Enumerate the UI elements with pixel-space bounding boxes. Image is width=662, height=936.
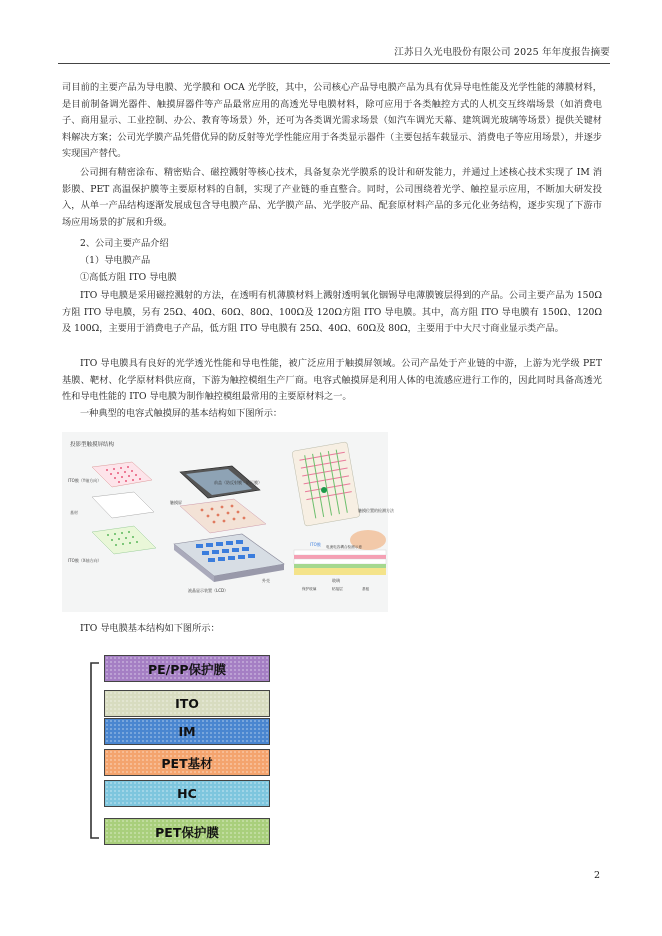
figure-caption-ito-structure: ITO 导电膜基本结构如下图所示：: [80, 623, 220, 634]
label-ito-x: ITO膜（X轴方向）: [68, 558, 102, 563]
paragraph-ito-applications: ITO 导电膜具有良好的光学透光性能和导电性能，被广泛应用于触摸屏领域。公司产品处于产业链的中游，上游为光学级 PET 基膜、靶材、化学原材料供应商，下游为触控模组生产厂商。电容式触摸屏是利用人体的电流感应进行工作的，因此同时具备高透光性和导电性能的 ITO 导电膜为制作触控模组最常用的主要原材料之一。: [62, 358, 602, 403]
subsection-heading-conductive-film: （1）导电膜产品: [80, 255, 151, 266]
paragraph-ito-description: ITO 导电膜是采用磁控溅射的方法，在透明有机薄膜材料上溅射透明氧化铟锡导电薄膜镀层得到的产品。公司主要产品为 150Ω方阻 ITO 导电膜，另有 25Ω、40Ω、60Ω、80Ω、100Ω及 120Ω方阻 ITO 导电膜。其中，高方阻 ITO 导电膜有 150Ω、120Ω及 100Ω，主要用于消费电子产品，低方阻 ITO 导电膜有 25Ω、40Ω、60Ω及 80Ω，主要用于中大尺寸商业显示类产品。: [62, 290, 602, 335]
label-lcd: 液晶显示装置（LCD）: [188, 588, 229, 593]
label-coupling: 电流电容耦合检测示意: [326, 545, 362, 549]
layer-label: ITO: [175, 696, 199, 711]
label-protective-glass: 保护玻璃: [302, 587, 317, 591]
subsubsection-heading-ito-film: ①高低方阻 ITO 导电膜: [80, 272, 177, 283]
layer-brace: [86, 662, 100, 838]
layer-cross-section-illustration: [294, 530, 386, 575]
layer-label: PET保护膜: [155, 824, 219, 840]
ito-y-film-illustration: [92, 462, 152, 487]
touch-panel-detail-illustration: [292, 442, 360, 527]
paragraph-core-technology: 公司拥有精密涂布、精密贴合、磁控溅射等核心技术，具备复杂光学膜系的设计和研发能力，并通过上述核心技术实现了 IM 消影膜、PET 高温保护膜等主要原材料的自制，实现了产业链的垂直整合。同时，公司围绕着光学、触控显示应用，不断加大研发投入，从单一产品结构逐渐发展成包含导电膜产品、光学膜产品、光学胶产品、配套原材料产品的多元化业务结构，逐步实现了下游市场应用场景的扩展和升级。: [62, 167, 602, 228]
lcd-illustration: [174, 534, 284, 582]
report-header: 江苏日久光电股份有限公司 2025 年年度报告摘要: [394, 47, 610, 58]
label-housing: 外壳: [262, 578, 270, 583]
label-ito-y: ITO膜（Y轴方向）: [68, 478, 102, 483]
label-glass: 玻璃: [332, 578, 340, 583]
layer-ito: [104, 690, 270, 717]
layer-im: [104, 718, 270, 745]
touchscreen-structure-figure: [62, 432, 394, 612]
label-touch: 触摸屏: [170, 500, 182, 505]
label-cover: 前盖（防反射膜・防污膜）: [214, 480, 262, 485]
page-number: 2: [593, 870, 600, 881]
header-divider: [58, 63, 610, 64]
layer-pet-protective: [104, 818, 270, 845]
label-detect-method: 触摸位置的检测方法: [358, 508, 394, 513]
figure-title: 投影型触摸屏结构: [70, 442, 115, 448]
layer-pe-pp-protective: [104, 655, 270, 682]
figure-caption-touchscreen: 一种典型的电容式触摸屏的基本结构如下图所示：: [80, 408, 283, 419]
label-bond-layer: 粘接层: [332, 587, 343, 591]
touch-layer-illustration: [180, 499, 266, 533]
layer-label: PE/PP保护膜: [147, 661, 227, 677]
ito-x-film-illustration: [92, 526, 156, 554]
section-heading-products: 2、公司主要产品介绍: [80, 238, 169, 249]
layer-hc: [104, 780, 270, 807]
layer-label: PET基材: [161, 755, 213, 771]
layer-label: HC: [177, 786, 197, 801]
label-substrate: 基材: [70, 510, 78, 515]
label-ito-film: ITO膜: [310, 542, 321, 547]
label-base: 基板: [362, 587, 370, 591]
layer-label: IM: [178, 724, 196, 739]
paragraph-company-products: 司目前的主要产品为导电膜、光学膜和 OCA 光学胶，其中，公司核心产品导电膜产品为具有优异导电性能及光学性能的薄膜材料，是目前制备调光器件、触摸屏器件等产品最常应用的高透光导电膜材料，除可应用于各类触控方式的人机交互终端场景（如消费电子、商用显示、工业控制、办公、教育等场景）外，还可为各类调光需求场景（如汽车调光天幕、建筑调光玻璃等场景）提供关键材料解决方案；公司光学膜产品凭借优异的防反射等光学性能应用于各类显示器件（主要包括车载显示、消费电子等应用场景），并逐步实现国产替代。: [62, 82, 602, 160]
layer-pet-base: [104, 749, 270, 776]
substrate-illustration: [92, 492, 154, 518]
